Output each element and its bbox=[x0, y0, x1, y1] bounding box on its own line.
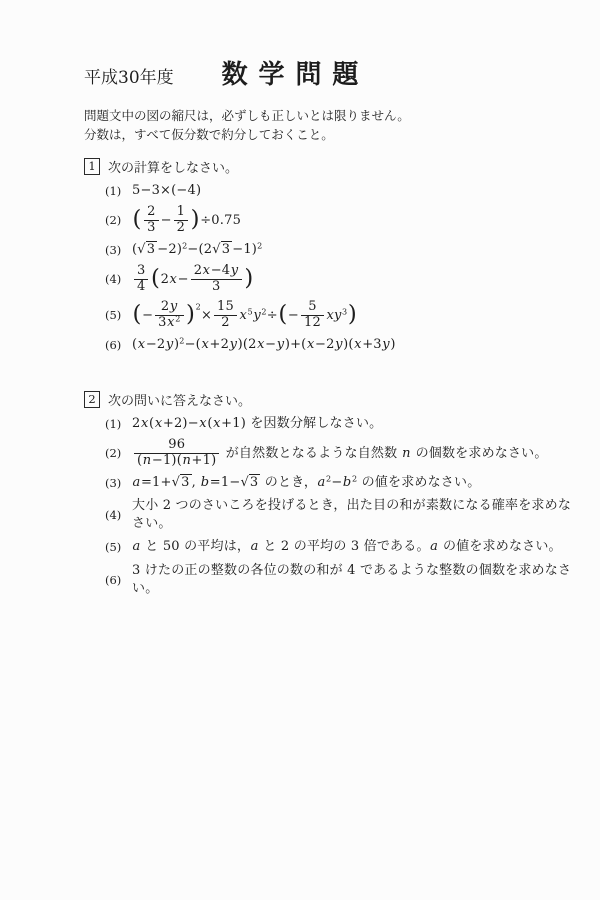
problem-item bbox=[105, 300, 572, 331]
problem-number-box: 2 bbox=[84, 391, 100, 408]
page-header bbox=[84, 54, 572, 91]
item-expression: a=1+√3 , b=1−√3 のとき，$a^2-b^2$ の値を求めなさい。 bbox=[132, 474, 481, 490]
item-expression: ( $\frac{2}{3}$ − $\frac{1}{2}$ )÷0.75 bbox=[132, 203, 242, 235]
problem-item bbox=[105, 497, 572, 533]
item-expression: $(√3 -2)^2-(2√3 -1)^2$ bbox=[132, 241, 263, 257]
item-expression: $(x-2y)^2-(x+2y)(2x-y)+(x-2y)(x+3y)$ bbox=[132, 336, 396, 352]
problem-item bbox=[105, 205, 572, 236]
item-label: (2) bbox=[105, 446, 122, 461]
problem-instruction: 次の問いに答えなさい。 bbox=[108, 393, 252, 409]
instruction-notes bbox=[84, 107, 572, 145]
problem-item bbox=[105, 538, 572, 556]
item-expression: $\frac{96}{(n-1)(n+1)}$ が自然数となるような自然数 n の個数を求めなさい。 bbox=[132, 438, 548, 469]
item-expression: a と 50 の平均は，a と 2 の平均の 3 倍である。a の値を求めなさい。 bbox=[132, 539, 562, 555]
problem-item bbox=[105, 474, 572, 492]
item-label: (1) bbox=[105, 416, 122, 431]
item-label: (5) bbox=[105, 308, 122, 323]
problems-container bbox=[84, 157, 572, 598]
problem-item bbox=[105, 241, 572, 259]
problem-item bbox=[105, 415, 572, 433]
problem-item-list bbox=[84, 182, 572, 354]
item-label: (3) bbox=[105, 475, 122, 490]
page-title: 数学問題 bbox=[221, 60, 370, 90]
item-label: (6) bbox=[105, 337, 122, 352]
note-line: 分数は，すべて仮分数で約分しておくこと。 bbox=[84, 126, 334, 142]
item-expression: (− $\frac{2y}{3x^2}$ )$^2$× $\frac{15}{2}$ $x^5y^2\div(-$ $\frac{5}{12}$ $xy^3$) bbox=[132, 298, 357, 330]
problem-item bbox=[105, 336, 572, 354]
item-expression: 2x(x+2)−x(x+1) を因数分解しなさい。 bbox=[132, 415, 383, 431]
problem-item bbox=[105, 182, 572, 200]
problem-header bbox=[84, 157, 572, 176]
item-expression: 5−3×(−4) bbox=[132, 182, 202, 198]
problem-item bbox=[105, 264, 572, 295]
item-label: (2) bbox=[105, 213, 122, 228]
item-label: (3) bbox=[105, 242, 122, 257]
problem-header bbox=[84, 390, 572, 409]
problem-section bbox=[84, 390, 572, 598]
school-year-label: 平成30年度 bbox=[84, 68, 174, 88]
problem-section bbox=[84, 157, 572, 354]
item-expression: 大小 2 つのさいころを投げるとき，出た目の和が素数になる確率を求めなさい。 bbox=[132, 497, 572, 532]
item-expression: $\frac{3}{4}$ (2x− $\frac{2x-4y}{3}$ ) bbox=[132, 264, 254, 295]
item-label: (4) bbox=[105, 272, 122, 287]
item-label: (4) bbox=[105, 508, 122, 523]
item-label: (5) bbox=[105, 540, 122, 555]
item-expression: 3 けたの正の整数の各位の数の和が 4 であるような整数の個数を求めなさい。 bbox=[132, 562, 572, 596]
problem-item bbox=[105, 438, 572, 469]
problem-number-box: 1 bbox=[84, 158, 100, 175]
note-line: 問題文中の図の縮尺は，必ずしも正しいとは限りません。 bbox=[84, 108, 410, 123]
item-label: (6) bbox=[105, 572, 122, 587]
item-label: (1) bbox=[105, 183, 122, 198]
problem-item bbox=[105, 562, 572, 598]
problem-item-list bbox=[84, 415, 572, 598]
problem-instruction: 次の計算をしなさい。 bbox=[108, 160, 239, 176]
